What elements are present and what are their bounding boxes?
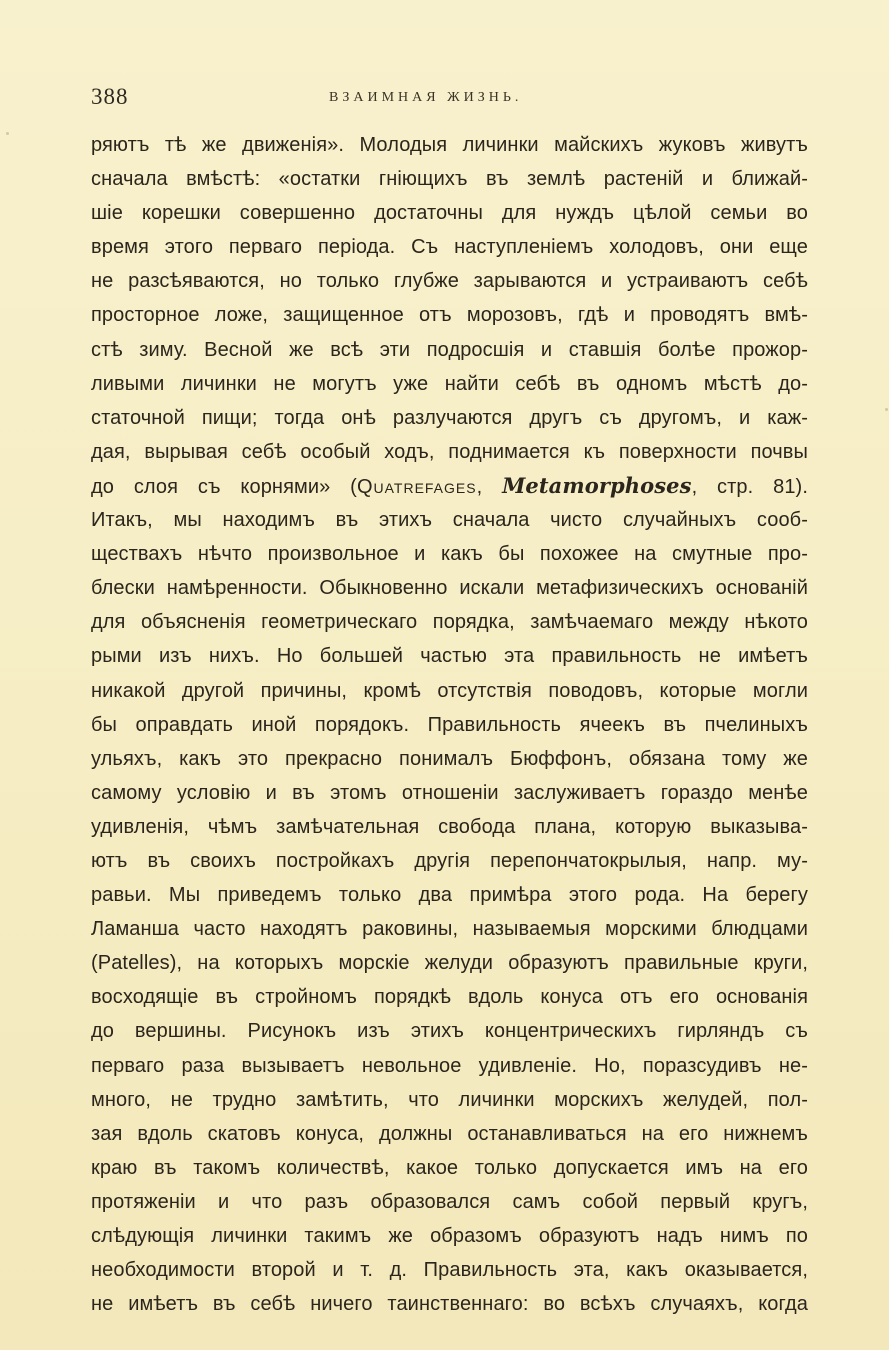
text-line: шіе корешки совершенно достаточны для нуждъ цѣлой семьи во xyxy=(91,202,808,225)
text-line: ществахъ нѣчто произвольное и какъ бы похожее на смутные про- xyxy=(91,543,808,566)
text-line: слѣдующія личинки такимъ же образомъ образуютъ надъ нимъ по xyxy=(91,1225,808,1247)
text-line: блески намѣренности. Обыкновенно искали метафизическихъ основаній xyxy=(91,577,808,600)
text-line: ютъ въ своихъ постройкахъ другія перепончатокрылыя, напр. му- xyxy=(91,849,808,872)
text-line: не имѣетъ въ себѣ ничего таинственнаго: во всѣхъ случаяхъ, когда xyxy=(91,1293,808,1316)
text-line: ряютъ тѣ же движенія». Молодыя личинки майскихъ жуковъ живутъ xyxy=(91,134,808,156)
text-line: ливыми личинки не могутъ уже найти себѣ въ одномъ мѣстѣ до- xyxy=(91,372,808,395)
text-line: самому условію и въ этомъ отношеніи заслуживаетъ гораздо менѣе xyxy=(91,781,808,804)
paper-speck xyxy=(6,132,9,135)
text-line: время этого перваго періода. Съ наступленіемъ холодовъ, они еще xyxy=(91,236,808,259)
citation-line xyxy=(91,469,808,503)
citation-suffix: , стр. 81). xyxy=(691,475,808,498)
text-line: протяженіи и что разъ образовался самъ собой первый кругъ, xyxy=(91,1190,808,1213)
text-line: (Patelles), на которыхъ морскіе желуди образуютъ правильные круги, xyxy=(91,952,808,975)
citation-separator: , xyxy=(476,475,503,498)
text-line: много, не трудно замѣтить, что личинки морскихъ желудей, пол- xyxy=(91,1088,808,1111)
text-line: сначала вмѣстѣ: «остатки гніющихъ въ землѣ растеній и ближай- xyxy=(91,168,808,191)
text-line: равьи. Мы приведемъ только два примѣра этого рода. На берегу xyxy=(91,884,808,907)
text-line: стѣ зиму. Весной же всѣ эти подросшія и ставшія болѣе прожор- xyxy=(91,338,808,361)
citation-prefix: до слоя съ корнями» ( xyxy=(91,475,357,498)
text-line: зая вдоль скатовъ конуса, должны останавливаться на его нижнемъ xyxy=(91,1122,808,1145)
text-line: статочной пищи; тогда онѣ разлучаются другъ съ другомъ, и каж- xyxy=(91,406,808,429)
text-line: восходящіе въ стройномъ порядкѣ вдоль конуса отъ его основанія xyxy=(91,986,808,1009)
citation-author: Quatrefages xyxy=(356,475,477,498)
text-line: ульяхъ, какъ это прекрасно понималъ Бюффонъ, обязана тому же xyxy=(91,747,808,770)
text-line: просторное ложе, защищенное отъ морозовъ, гдѣ и проводятъ вмѣ- xyxy=(91,304,808,327)
text-line: Итакъ, мы находимъ въ этихъ сначала чисто случайныхъ сооб- xyxy=(91,509,808,532)
text-line: не разсѣяваются, но только глубже зарываются и устраиваютъ себѣ xyxy=(91,270,808,293)
text-line: необходимости второй и т. д. Правильность эта, какъ оказывается, xyxy=(91,1259,808,1282)
text-line: рыми изъ нихъ. Но большей частью эта правильность не имѣетъ xyxy=(91,645,808,668)
text-line: никакой другой причины, кромѣ отсутствія поводовъ, которые могли xyxy=(91,679,808,702)
citation-title: Metamorphoses xyxy=(502,472,692,498)
body-text xyxy=(91,128,808,1321)
text-line: краю въ такомъ количествѣ, какое только допускается имъ на его xyxy=(91,1156,808,1179)
text-line: бы оправдать иной порядокъ. Правильность ячеекъ въ пчелиныхъ xyxy=(91,713,808,736)
text-line: для объясненія геометрическаго порядка, замѣчаемаго между нѣкото xyxy=(91,611,808,634)
text-line: дая, вырывая себѣ особый ходъ, поднимается къ поверхности почвы xyxy=(91,440,808,463)
page-number: 388 xyxy=(91,84,129,109)
text-line: до вершины. Рисунокъ изъ этихъ концентрическихъ гирляндъ съ xyxy=(91,1020,808,1043)
text-line: удивленія, чѣмъ замѣчательная свобода плана, которую выказыва- xyxy=(91,815,808,838)
text-line: Ламанша часто находятъ раковины, называемыя морскими блюдцами xyxy=(91,918,808,941)
text-line: перваго раза вызываетъ невольное удивленіе. Но, поразсудивъ не- xyxy=(91,1054,808,1077)
page-header xyxy=(91,84,811,116)
paper-speck xyxy=(885,408,888,411)
running-head: ВЗАИМНАЯ ЖИЗНЬ. xyxy=(329,90,523,105)
